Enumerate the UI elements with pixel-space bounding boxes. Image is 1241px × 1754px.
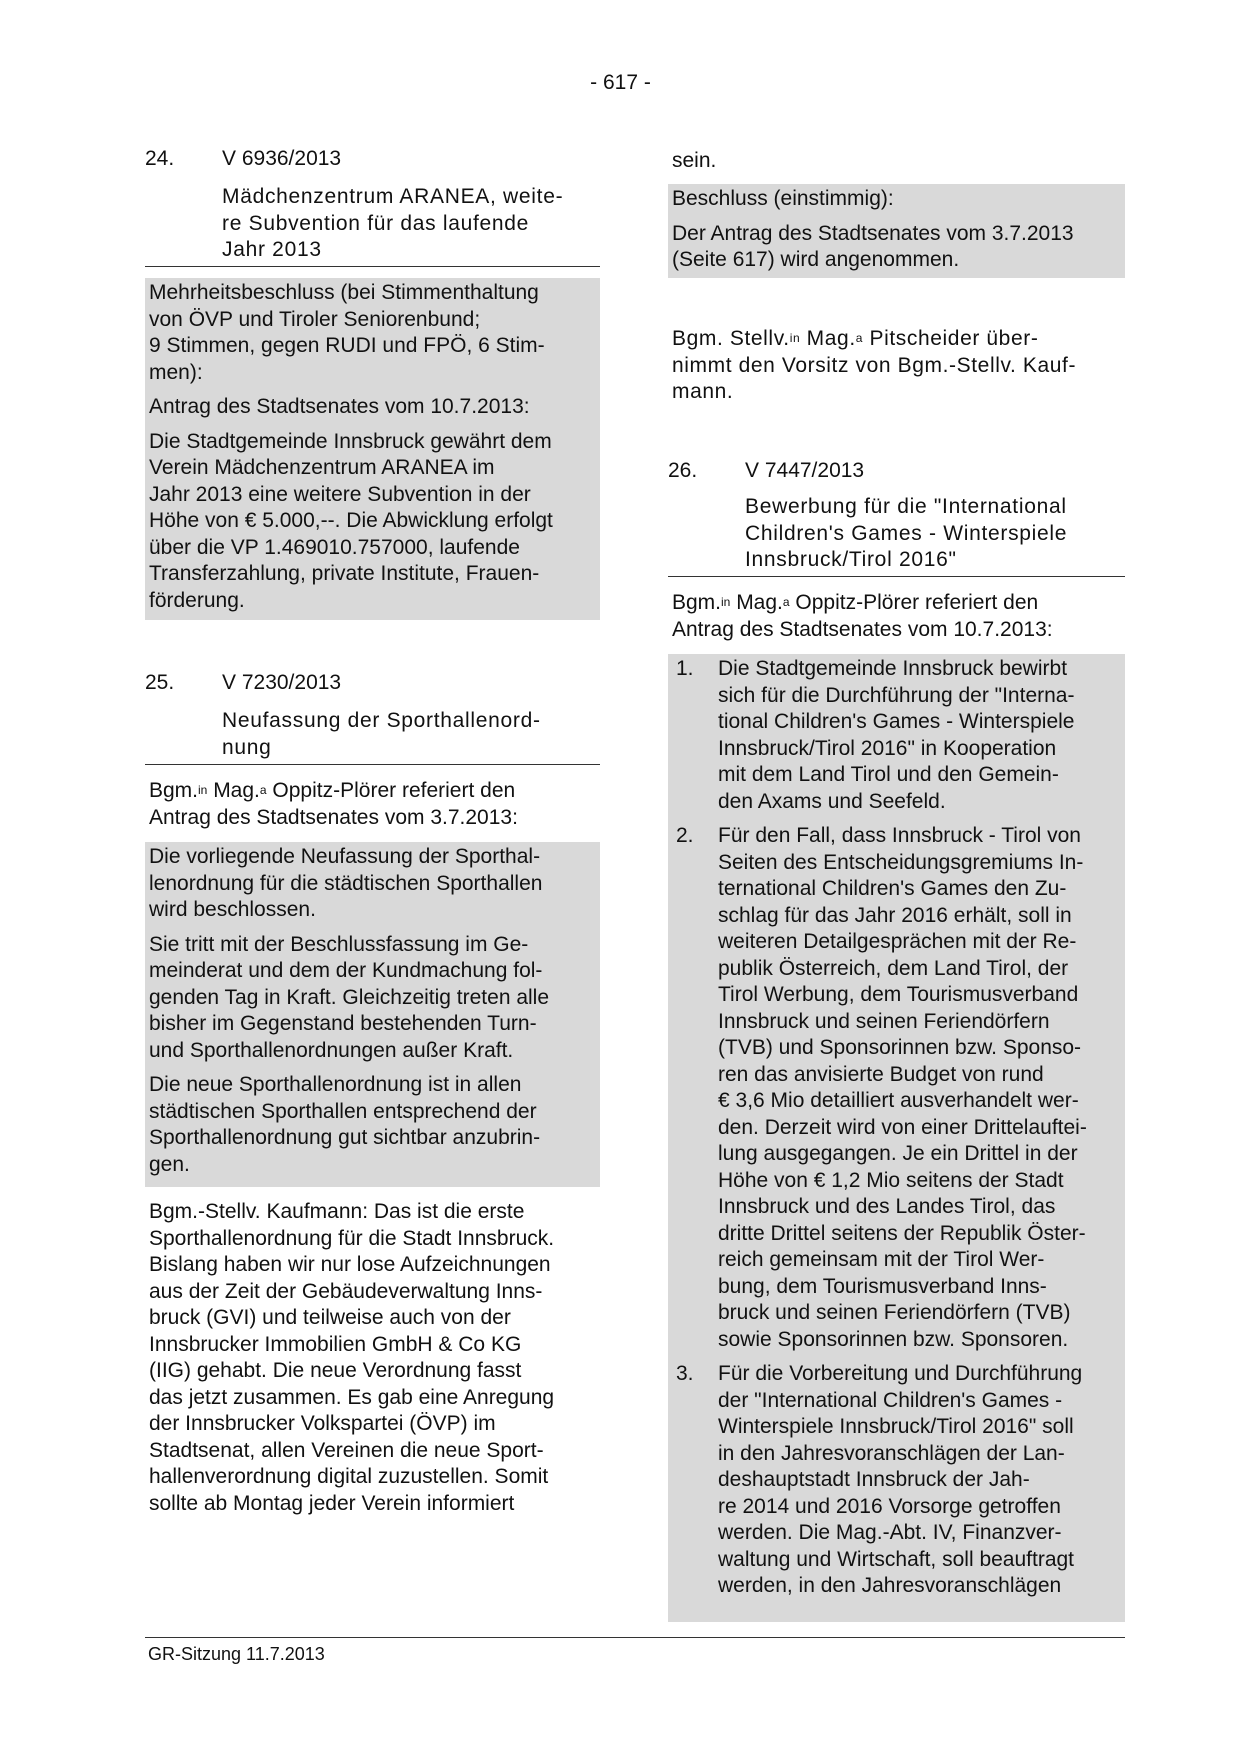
text-line: ren das anvisierte Budget von rund	[718, 1062, 1044, 1086]
text-line: aus der Zeit der Gebäudeverwaltung Inns-	[149, 1279, 543, 1303]
list-item-number: 1.	[676, 657, 694, 680]
text-line: publik Österreich, dem Land Tirol, der	[718, 956, 1069, 980]
item-25-reference: V 7230/2013	[222, 671, 342, 694]
text-line: Mehrheitsbeschluss (bei Stimmenthaltung	[149, 281, 539, 304]
beschluss-text	[672, 221, 1121, 274]
text-line: waltung und Wirtschaft, soll beauftragt	[718, 1547, 1075, 1571]
text-line: (IIG) gehabt. Die neue Verordnung fasst	[149, 1359, 522, 1382]
text-line: ternational Children's Games den Zu-	[718, 877, 1067, 900]
title-line: nung	[222, 735, 272, 759]
resolution-paragraph	[149, 932, 596, 1065]
list-item	[672, 1361, 1121, 1600]
item-25-rule	[145, 764, 600, 765]
text-line: Der Antrag des Stadtsenates vom 3.7.2013	[672, 221, 1074, 245]
text-line: Innsbruck und des Landes Tirol, das	[718, 1195, 1056, 1218]
item-26-number: 26.	[668, 459, 698, 482]
list-item	[672, 823, 1121, 1353]
text-line: hallenverordnung digital zuzustellen. Somit	[149, 1465, 549, 1488]
text-line: nimmt den Vorsitz von Bgm.-Stellv. Kauf-	[672, 353, 1077, 377]
text-line: Winterspiele Innsbruck/Tirol 2016" soll	[718, 1415, 1074, 1438]
text-line: städtischen Sporthallen entsprechend der	[149, 1099, 537, 1123]
item-26-reference: V 7447/2013	[745, 459, 865, 482]
text-line: genden Tag in Kraft. Gleichzeitig treten alle	[149, 985, 550, 1009]
text-line: Die neue Sporthallenordnung ist in allen	[149, 1073, 522, 1096]
text-line: Innsbruck und seinen Feriendörfern	[718, 1009, 1050, 1033]
text-line: gen.	[149, 1152, 190, 1176]
beschluss-box	[668, 184, 1125, 278]
text-line: bruck (GVI) und teilweise auch von der	[149, 1306, 511, 1329]
title-line: re Subvention für das laufende	[222, 211, 530, 235]
text-line: werden. Die Mag.-Abt. IV, Finanzver-	[718, 1521, 1062, 1544]
text-line: der "International Children's Games -	[718, 1388, 1063, 1412]
text-line: Die Stadtgemeinde Innsbruck gewährt dem	[149, 429, 552, 453]
item-25-number: 25.	[145, 671, 175, 694]
title-line: Mädchenzentrum ARANEA, weite-	[222, 185, 564, 208]
text-line: Verein Mädchenzentrum ARANEA im	[149, 456, 495, 479]
text-line: werden, in den Jahresvoranschlägen	[718, 1574, 1062, 1597]
item-25-referral: Bgm.$^{in}$ Mag.$^a$ Oppitz-Plörer referiert den Antrag des Stadtsenates vom 3.7.2013:	[145, 778, 600, 831]
continuation-text: sein.	[672, 149, 717, 172]
title-line: Children's Games - Winterspiele	[745, 521, 1068, 545]
text-line: lung ausgegangen. Je ein Drittel in der	[718, 1142, 1078, 1165]
text-line: meinderat und dem der Kundmachung fol-	[149, 959, 543, 982]
item-24-number: 24.	[145, 147, 175, 170]
item-24-decision-box	[145, 278, 600, 620]
title-line: Bewerbung für die "International	[745, 495, 1067, 518]
text-line: bruck und seinen Feriendörfern (TVB)	[718, 1301, 1071, 1324]
text-line: das jetzt zusammen. Es gab eine Anregung	[149, 1385, 555, 1409]
text-line: weiteren Detailgesprächen mit der Re-	[718, 930, 1077, 953]
text-line: in den Jahresvoranschlägen der Lan-	[718, 1441, 1065, 1465]
footer-session: GR-Sitzung 11.7.2013	[148, 1644, 325, 1664]
item-24-title	[222, 184, 600, 264]
text-line: bisher im Gegenstand bestehenden Turn-	[149, 1012, 537, 1035]
list-item-number: 2.	[676, 824, 694, 847]
resolution-paragraph	[149, 1072, 596, 1178]
text-line: mann.	[672, 380, 734, 403]
item-26-title	[745, 494, 1123, 574]
text-line: bung, dem Tourismusverband Inns-	[718, 1274, 1047, 1298]
title-line: Neufassung der Sporthallenord-	[222, 709, 541, 732]
text-line: Antrag des Stadtsenates vom 10.7.2013:	[672, 617, 1053, 641]
text-line: 9 Stimmen, gegen RUDI und FPÖ, 6 Stim-	[149, 334, 545, 357]
text-line: sowie Sponsorinnen bzw. Sponsoren.	[718, 1327, 1069, 1351]
text-line: Stadtsenat, allen Vereinen die neue Sport-	[149, 1438, 544, 1462]
title-line: Jahr 2013	[222, 238, 322, 261]
list-item	[672, 656, 1121, 815]
text-line: förderung.	[149, 588, 245, 612]
item-26-referral: Bgm.$^{in}$ Mag.$^a$ Oppitz-Plörer referiert den Antrag des Stadtsenates vom 10.7.2013:	[668, 590, 1125, 643]
text-line: Sporthallenordnung gut sichtbar anzubrin-	[149, 1126, 541, 1149]
text-line: Innsbruck/Tirol 2016" in Kooperation	[718, 736, 1057, 760]
text-line: € 3,6 Mio detailliert ausverhandelt wer-	[718, 1089, 1079, 1112]
text-line: Antrag des Stadtsenates vom 3.7.2013:	[149, 805, 518, 829]
text-line: lenordnung für die städtischen Sporthallen	[149, 871, 543, 895]
item-26-resolution-box	[668, 654, 1125, 1622]
list-item-number: 3.	[676, 1362, 694, 1385]
speech-kaufmann	[145, 1199, 600, 1517]
text-line: und Sporthallenordnungen außer Kraft.	[149, 1038, 514, 1062]
beschluss-heading: Beschluss (einstimmig):	[672, 187, 894, 210]
text-line: schlag für das Jahr 2016 erhält, soll in	[718, 903, 1072, 927]
resolution-list	[672, 656, 1121, 1600]
text-line: wird beschlossen.	[149, 898, 316, 921]
footer-rule	[145, 1637, 1125, 1638]
text-line: Die Stadtgemeinde Innsbruck bewirbt	[718, 657, 1068, 680]
text-line: den. Derzeit wird von einer Drittelauftei-	[718, 1115, 1087, 1139]
text-line: deshauptstadt Innsbruck der Jah-	[718, 1468, 1030, 1491]
item-25-resolution-box	[145, 842, 600, 1187]
antrag-line: Antrag des Stadtsenates vom 10.7.2013:	[149, 395, 530, 418]
text-line: (Seite 617) wird angenommen.	[672, 248, 960, 271]
text-line: Für die Vorbereitung und Durchführung	[718, 1362, 1083, 1385]
text-line: men):	[149, 360, 203, 384]
text-line: Transferzahlung, private Institute, Frauen-	[149, 562, 540, 585]
text-line: Innsbrucker Immobilien GmbH & Co KG	[149, 1332, 522, 1356]
text-line: Sie tritt mit der Beschlussfassung im Ge-	[149, 932, 529, 956]
item-26-rule	[668, 576, 1125, 577]
text-line: Höhe von € 1,2 Mio seitens der Stadt	[718, 1168, 1064, 1192]
text-line: den Axams und Seefeld.	[718, 789, 946, 813]
resolution-text	[149, 429, 596, 615]
text-line: Die vorliegende Neufassung der Sporthal-	[149, 845, 541, 868]
text-line: re 2014 und 2016 Vorsorge getroffen	[718, 1494, 1061, 1518]
text-line: reich gemeinsam mit der Tirol Wer-	[718, 1248, 1045, 1271]
decision-text	[149, 280, 596, 386]
text-line: Höhe von € 5.000,--. Die Abwicklung erfolgt	[149, 509, 553, 532]
resolution-paragraph	[149, 844, 596, 924]
text-line: Bislang haben wir nur lose Aufzeichnungen	[149, 1253, 551, 1276]
item-24-rule	[145, 266, 600, 267]
text-line: tional Children's Games - Winterspiele	[718, 710, 1075, 733]
text-line: von ÖVP und Tiroler Seniorenbund;	[149, 307, 481, 331]
text-line: dritte Drittel seitens der Republik Öster-	[718, 1221, 1086, 1245]
title-line: Innsbruck/Tirol 2016"	[745, 548, 957, 571]
text-line: (TVB) und Sponsorinnen bzw. Sponso-	[718, 1036, 1082, 1059]
text-line: Bgm.-Stellv. Kaufmann: Das ist die erste	[149, 1200, 525, 1223]
page-number: - 617 -	[590, 71, 651, 94]
text-line: Für den Fall, dass Innsbruck - Tirol von	[718, 824, 1081, 847]
item-24-reference: V 6936/2013	[222, 147, 342, 170]
text-line: Tirol Werbung, dem Tourismusverband	[718, 983, 1079, 1006]
text-line: Seiten des Entscheidungsgremiums In-	[718, 850, 1084, 874]
text-line: Sporthallenordnung für die Stadt Innsbruck.	[149, 1226, 555, 1250]
text-line: sich für die Durchführung der "Interna-	[718, 683, 1075, 707]
text-line: Jahr 2013 eine weitere Subvention in der	[149, 482, 531, 506]
chair-change: Bgm. Stellv.$^{in}$ Mag.$^a$ Pitscheider über- nimmt den Vorsitz von Bgm.-Stellv. Kauf- mann.	[668, 326, 1125, 406]
item-25-title	[222, 708, 600, 761]
text-line: mit dem Land Tirol und den Gemein-	[718, 763, 1059, 786]
text-line: der Innsbrucker Volkspartei (ÖVP) im	[149, 1412, 496, 1435]
text-line: über die VP 1.469010.757000, laufende	[149, 535, 520, 559]
text-line: sollte ab Montag jeder Verein informiert	[149, 1491, 515, 1515]
